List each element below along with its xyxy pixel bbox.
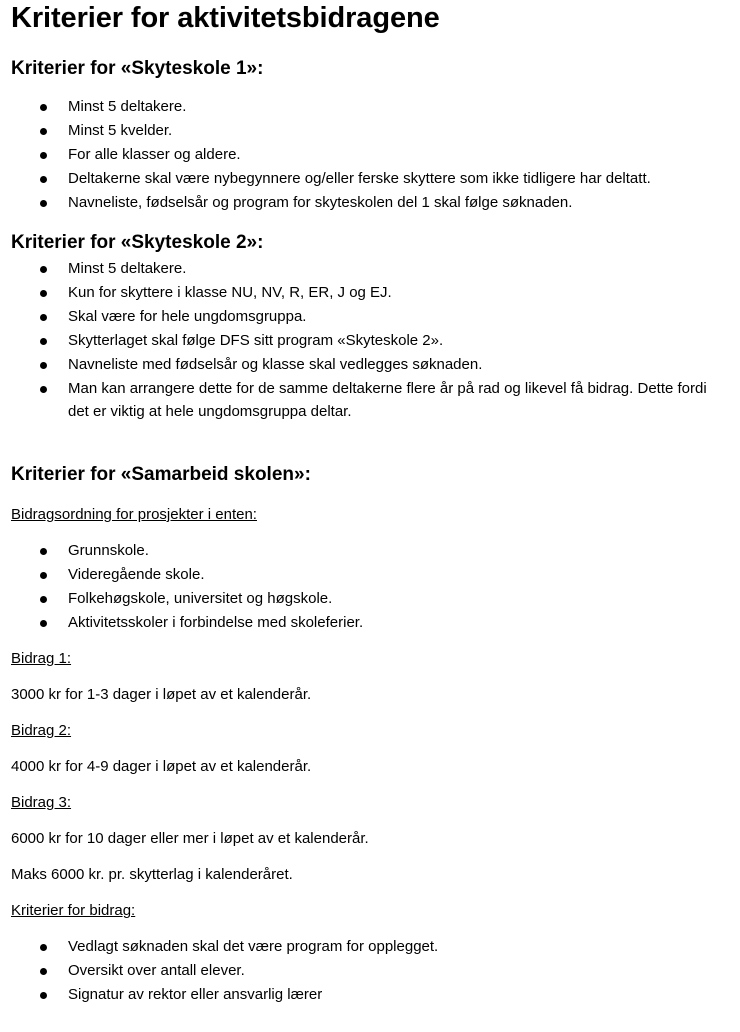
list-item: Navneliste, fødselsår og program for skyteskolen del 1 skal følge søknaden. (0, 191, 735, 215)
page-title: Kriterier for aktivitetsbidragene (11, 2, 440, 34)
list-item: Signatur av rektor eller ansvarlig lærer (0, 983, 735, 1007)
bullet-icon (40, 104, 47, 111)
bullet-icon (40, 992, 47, 999)
list-skoletyper (0, 539, 735, 635)
list-item: Navneliste med fødselsår og klasse skal vedlegges søknaden. (0, 353, 735, 377)
list-item: Minst 5 deltakere. (0, 257, 735, 281)
list-item: Grunnskole. (0, 539, 735, 563)
bullet-icon (40, 266, 47, 273)
list-item: Videregående skole. (0, 563, 735, 587)
bidrag-2-label: Bidrag 2: (11, 722, 72, 739)
list-item: Kun for skyttere i klasse NU, NV, R, ER, J og EJ. (0, 281, 735, 305)
section-heading-samarbeid-skolen: Kriterier for «Samarbeid skolen»: (11, 464, 311, 485)
list-item: Deltakerne skal være nybegynnere og/eller ferske skyttere som ikke tidligere har deltatt. (0, 167, 735, 191)
list-item: Skal være for hele ungdomsgruppa. (0, 305, 735, 329)
bullet-icon (40, 176, 47, 183)
bullet-icon (40, 944, 47, 951)
list-criteria (0, 935, 735, 1007)
list-item: Man kan arrangere dette for de samme deltakerne flere år på rad og likevel få bidrag. Dette fordi det er viktig at hele ungdomsgruppa deltar. (0, 377, 735, 423)
bullet-icon (40, 362, 47, 369)
intro-label: Bidragsordning for prosjekter i enten: (11, 506, 257, 523)
bidrag-1-text: 3000 kr for 1-3 dager i løpet av et kalenderår. (11, 686, 312, 703)
bullet-icon (40, 200, 47, 207)
bullet-icon (40, 128, 47, 135)
list-item: Vedlagt søknaden skal det være program for opplegget. (0, 935, 735, 959)
bullet-icon (40, 596, 47, 603)
list-item: Minst 5 kvelder. (0, 119, 735, 143)
bullet-icon (40, 548, 47, 555)
bullet-icon (40, 386, 47, 393)
list-skyteskole-2 (0, 257, 735, 423)
bullet-icon (40, 572, 47, 579)
criteria-label: Kriterier for bidrag: (11, 902, 136, 919)
max-text: Maks 6000 kr. pr. skytterlag i kalenderåret. (11, 866, 293, 883)
list-item: Oversikt over antall elever. (0, 959, 735, 983)
bullet-icon (40, 968, 47, 975)
list-item: Aktivitetsskoler i forbindelse med skoleferier. (0, 611, 735, 635)
list-item: For alle klasser og aldere. (0, 143, 735, 167)
list-skyteskole-1 (0, 95, 735, 215)
section-heading-skyteskole-1: Kriterier for «Skyteskole 1»: (11, 58, 264, 79)
bullet-icon (40, 314, 47, 321)
bullet-icon (40, 152, 47, 159)
bullet-icon (40, 620, 47, 627)
bidrag-2-text: 4000 kr for 4-9 dager i løpet av et kalenderår. (11, 758, 312, 775)
list-item: Skytterlaget skal følge DFS sitt program «Skyteskole 2». (0, 329, 735, 353)
bullet-icon (40, 338, 47, 345)
bidrag-3-text: 6000 kr for 10 dager eller mer i løpet av et kalenderår. (11, 830, 369, 847)
section-heading-skyteskole-2: Kriterier for «Skyteskole 2»: (11, 232, 264, 253)
bidrag-3-label: Bidrag 3: (11, 794, 72, 811)
bullet-icon (40, 290, 47, 297)
list-item: Minst 5 deltakere. (0, 95, 735, 119)
list-item: Folkehøgskole, universitet og høgskole. (0, 587, 735, 611)
bidrag-1-label: Bidrag 1: (11, 650, 72, 667)
